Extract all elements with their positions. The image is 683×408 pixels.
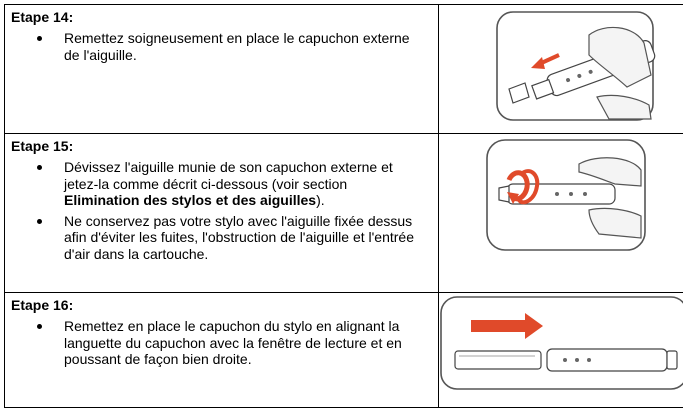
step-row [5,293,683,408]
step-title: Etape 15: [11,138,432,155]
bullet-item [11,318,414,368]
bullet-item [11,213,414,263]
step-title: Etape 16: [11,297,432,314]
step-text-cell [5,134,439,293]
step-illustration-cell [439,293,683,408]
step-illustration-cell [439,134,683,293]
step-bullets [11,30,432,63]
bullet-text: Ne conservez pas votre stylo avec l'aiguille fixée dessus afin d'éviter les fuites, l'obstruction de l'aiguille et l'entrée d'air dans la cartouche. [64,213,414,262]
bullet-text-bold: Elimination des stylos et des aiguilles [64,192,316,208]
step-row [5,134,683,293]
step-bullets [11,318,432,368]
needle-cap-replace-icon [439,5,683,129]
bullet-text: Remettez soigneusement en place le capuchon externe de l'aiguille. [64,30,410,63]
bullet-item [11,159,414,209]
bullet-text: Remettez en place le capuchon du stylo en alignant la languette du capuchon avec la fenêtre de lecture et en poussant de façon bien droite. [64,318,402,367]
step-title: Etape 14: [11,9,432,26]
step-illustration-cell [439,5,683,134]
bullet-dot-icon [37,165,42,170]
bullet-dot-icon [37,219,42,224]
step-row [5,5,683,134]
bullet-dot-icon [37,36,42,41]
bullet-text-pre: Dévissez l'aiguille munie de son capuchon externe et jetez-la comme décrit ci-dessous (voir section [64,159,393,192]
bullet-item [11,30,414,63]
needle-unscrew-icon [439,134,683,288]
bullet-dot-icon [37,324,42,329]
bullet-text-post: ). [316,192,325,208]
step-bullets [11,159,432,262]
instructions-table [4,4,683,408]
pen-cap-push-icon [439,293,683,403]
step-text-cell [5,293,439,408]
step-text-cell [5,5,439,134]
